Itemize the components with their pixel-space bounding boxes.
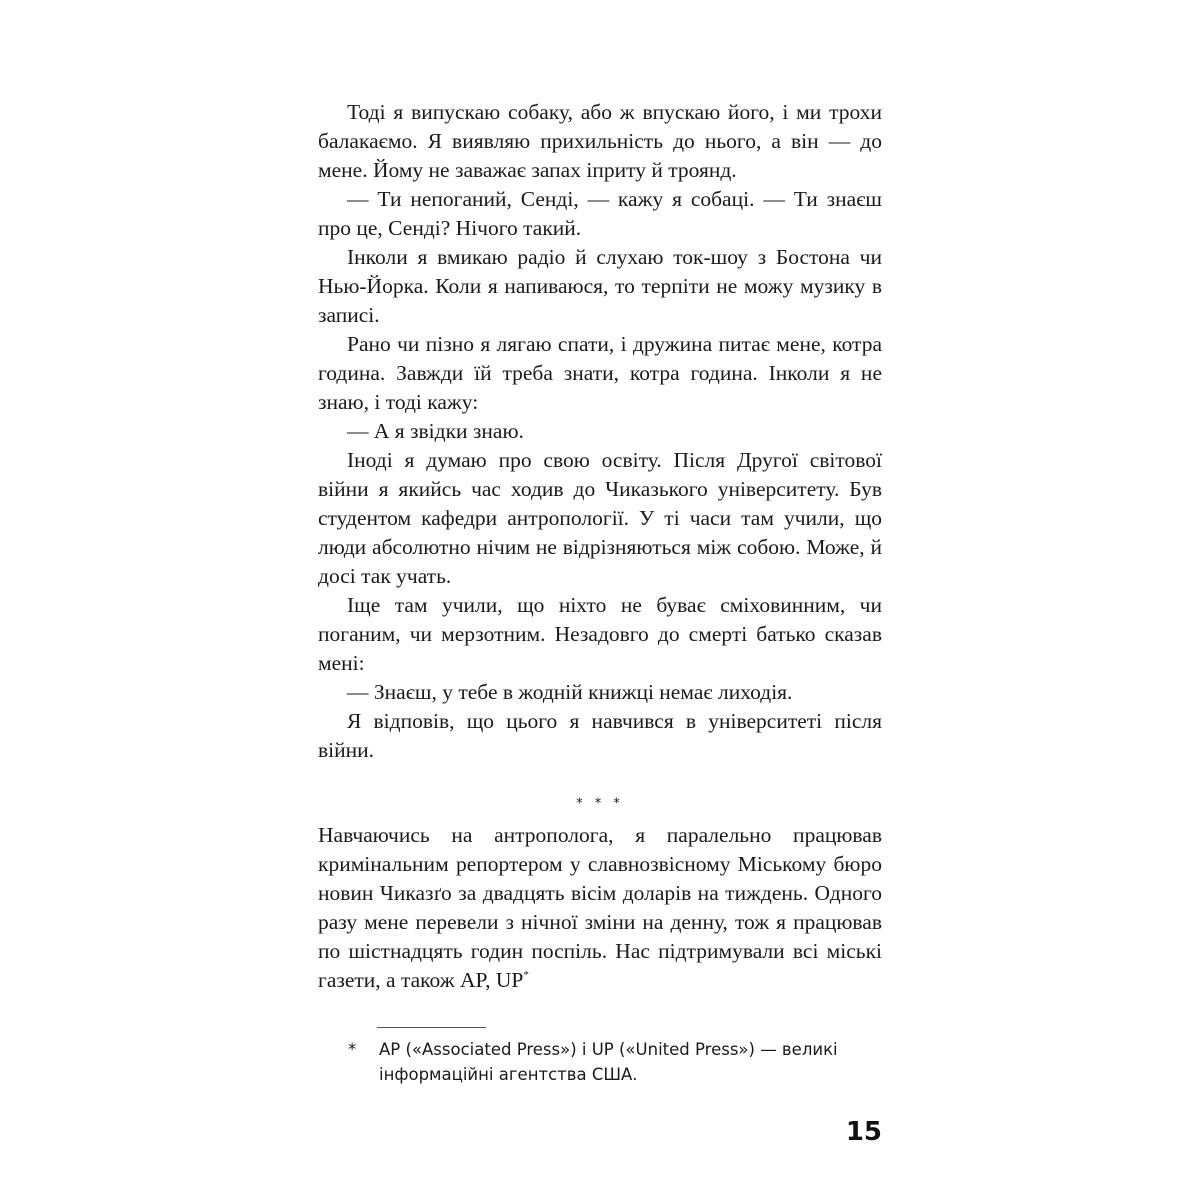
paragraph: Іноді я думаю про свою освіту. Після Другої світової війни я якийсь час ходив до Чиказького університету. Був студентом кафедри антропології. У ті часи там учили, що люди абсолютно нічим не відрізняються між собою. Може, й досі так учать. (318, 448, 882, 588)
paragraph: Рано чи пізно я лягаю спати, і дружина питає мене, котра година. Завжди їй треба знати, котра година. Інколи я не знаю, і тоді кажу: (318, 332, 882, 414)
footnote (348, 1037, 882, 1087)
paragraph-text: Навчаючись на антрополога, я паралельно працював кримінальним репортером у славнозвісному Міському бюро новин Чиказґо за двадцять вісім доларів на тиждень. Одного разу мене перевели з нічної зміни на денну, тож я працював по шістнадцять годин поспіль. Нас підтримували всі міські газети, а також AP, UP (318, 823, 882, 992)
main-text-top (318, 98, 882, 765)
section-break-ornament: ⁎ ⁎ ⁎ (576, 792, 624, 807)
paragraph: — А я звідки знаю. (347, 419, 524, 443)
footnote-text: AP («Associated Press») і UP («United Press») — великі інформаційні агентства США. (379, 1040, 838, 1084)
footnote-divider (377, 1027, 486, 1028)
paragraph: Я відповів, що цього я навчився в університеті після війни. (318, 709, 882, 762)
page-number: 15 (845, 1117, 882, 1147)
main-text-bottom (318, 821, 882, 995)
footnote-reference[interactable]: * (523, 969, 529, 981)
paragraph: Іще там учили, що ніхто не буває сміховинним, чи поганим, чи мерзотним. Незадовго до смерті батько сказав мені: (318, 593, 882, 675)
paragraph: Інколи я вмикаю радіо й слухаю ток-шоу з Бостона чи Нью-Йорка. Коли я напиваюся, то терпіти не можу музику в записі. (318, 245, 882, 327)
paragraph: — Знаєш, у тебе в жодній книжці немає лиходія. (347, 680, 793, 704)
paragraph: Тоді я випускаю собаку, або ж впускаю його, і ми трохи балакаємо. Я виявляю прихильність до нього, а він — до мене. Йому не заважає запах іприту й троянд. (318, 100, 882, 182)
paragraph-after-break (318, 821, 882, 995)
footnote-mark: * (348, 1040, 357, 1059)
paragraph: — Ти непоганий, Сенді, — кажу я собаці. — Ти знаєш про це, Сенді? Нічого такий. (318, 187, 882, 240)
